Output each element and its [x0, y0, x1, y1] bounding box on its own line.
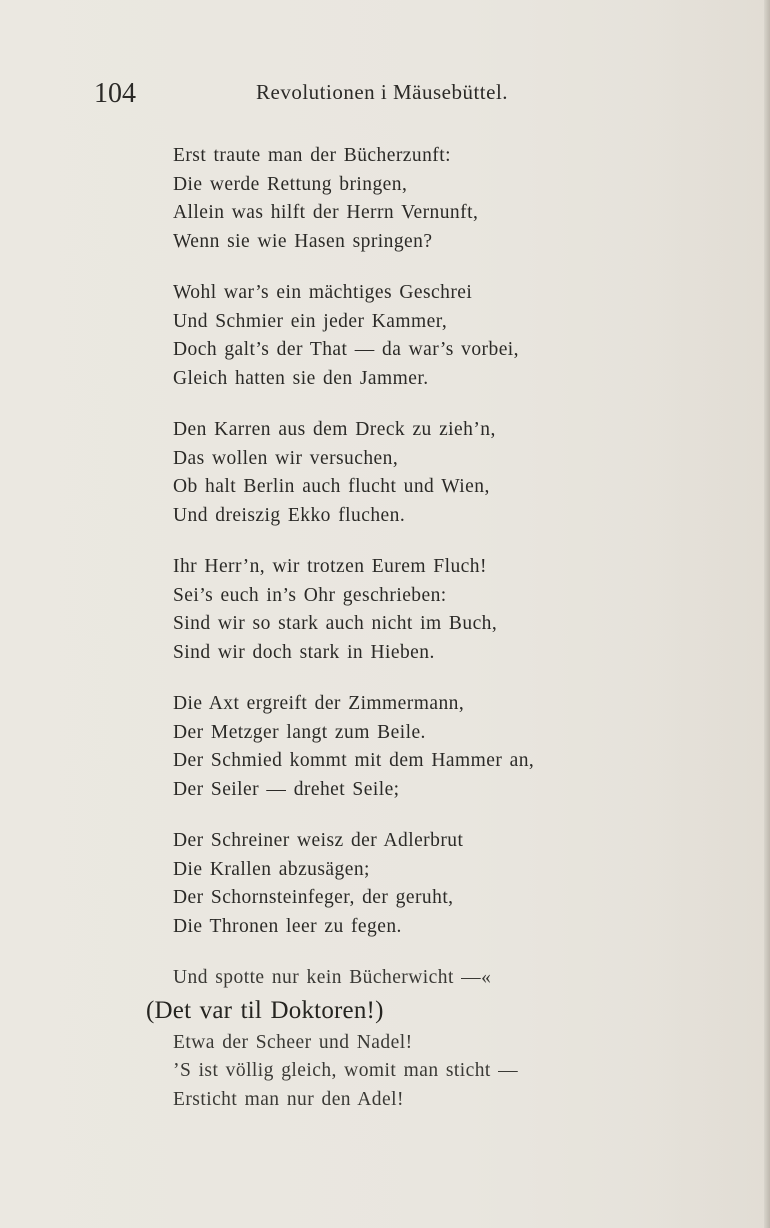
- verse-line: Der Schreiner weisz der Adlerbrut: [173, 830, 464, 851]
- page-edge: [764, 0, 770, 1228]
- verse-line: Erst traute man der Bücherzunft:: [173, 145, 451, 166]
- verse-line: Das wollen wir versuchen,: [173, 447, 399, 469]
- verse-line: Gleich hatten sie den Jammer.: [173, 367, 429, 389]
- page-number: 104: [94, 78, 136, 109]
- verse-line: Etwa der Scheer und Nadel!: [173, 1031, 413, 1053]
- verse-line: Ihr Herr’n, wir trotzen Eurem Fluch!: [173, 556, 487, 577]
- verse-line: Wenn sie wie Hasen springen?: [173, 230, 433, 252]
- verse-line: Die Krallen abzusägen;: [173, 858, 370, 880]
- verse-line: Ob halt Berlin auch flucht und Wien,: [173, 476, 490, 497]
- stanza-5: [173, 690, 643, 804]
- verse-line: Allein was hilft der Herrn Vernunft,: [173, 202, 479, 223]
- verse-line: Und dreiszig Ekko fluchen.: [173, 504, 406, 526]
- verse-line: Die werde Rettung bringen,: [173, 173, 408, 195]
- interjection-line: (Det var til Doktoren!): [146, 996, 384, 1024]
- stanza-3: [173, 416, 643, 530]
- page-shadow: [640, 0, 770, 1228]
- verse-line: Ersticht man nur den Adel!: [173, 1088, 404, 1110]
- verse-line: Der Schornsteinfeger, der geruht,: [173, 887, 454, 908]
- poem: [146, 142, 643, 1137]
- stanza-4: [173, 553, 643, 667]
- verse-line: Sind wir doch stark in Hieben.: [173, 641, 435, 663]
- verse-line: Den Karren aus dem Dreck zu zieh’n,: [173, 419, 496, 440]
- verse-line: Doch galt’s der That — da war’s vorbei,: [173, 339, 519, 360]
- verse-line: Der Schmied kommt mit dem Hammer an,: [173, 750, 535, 771]
- verse-line: Wohl war’s ein mächtiges Geschrei: [173, 282, 473, 303]
- verse-line: Der Metzger langt zum Beile.: [173, 721, 426, 743]
- verse-line: ’S ist völlig gleich, womit man sticht —: [173, 1060, 519, 1081]
- running-title: Revolutionen i Mäusebüttel.: [256, 80, 509, 104]
- verse-line: Und Schmier ein jeder Kammer,: [173, 310, 448, 332]
- stanza-6: [173, 827, 643, 941]
- stanza-7: [146, 964, 643, 1114]
- stanza-1: [173, 142, 643, 256]
- verse-line: Und spotte nur kein Bücherwicht —«: [173, 967, 492, 988]
- verse-line: Der Seiler — drehet Seile;: [173, 778, 400, 800]
- verse-line: Sei’s euch in’s Ohr geschrieben:: [173, 584, 447, 606]
- verse-line: Sind wir so stark auch nicht im Buch,: [173, 613, 498, 634]
- verse-line: Die Thronen leer zu fegen.: [173, 915, 402, 937]
- verse-line: Die Axt ergreift der Zimmermann,: [173, 693, 465, 714]
- stanza-2: [173, 279, 643, 393]
